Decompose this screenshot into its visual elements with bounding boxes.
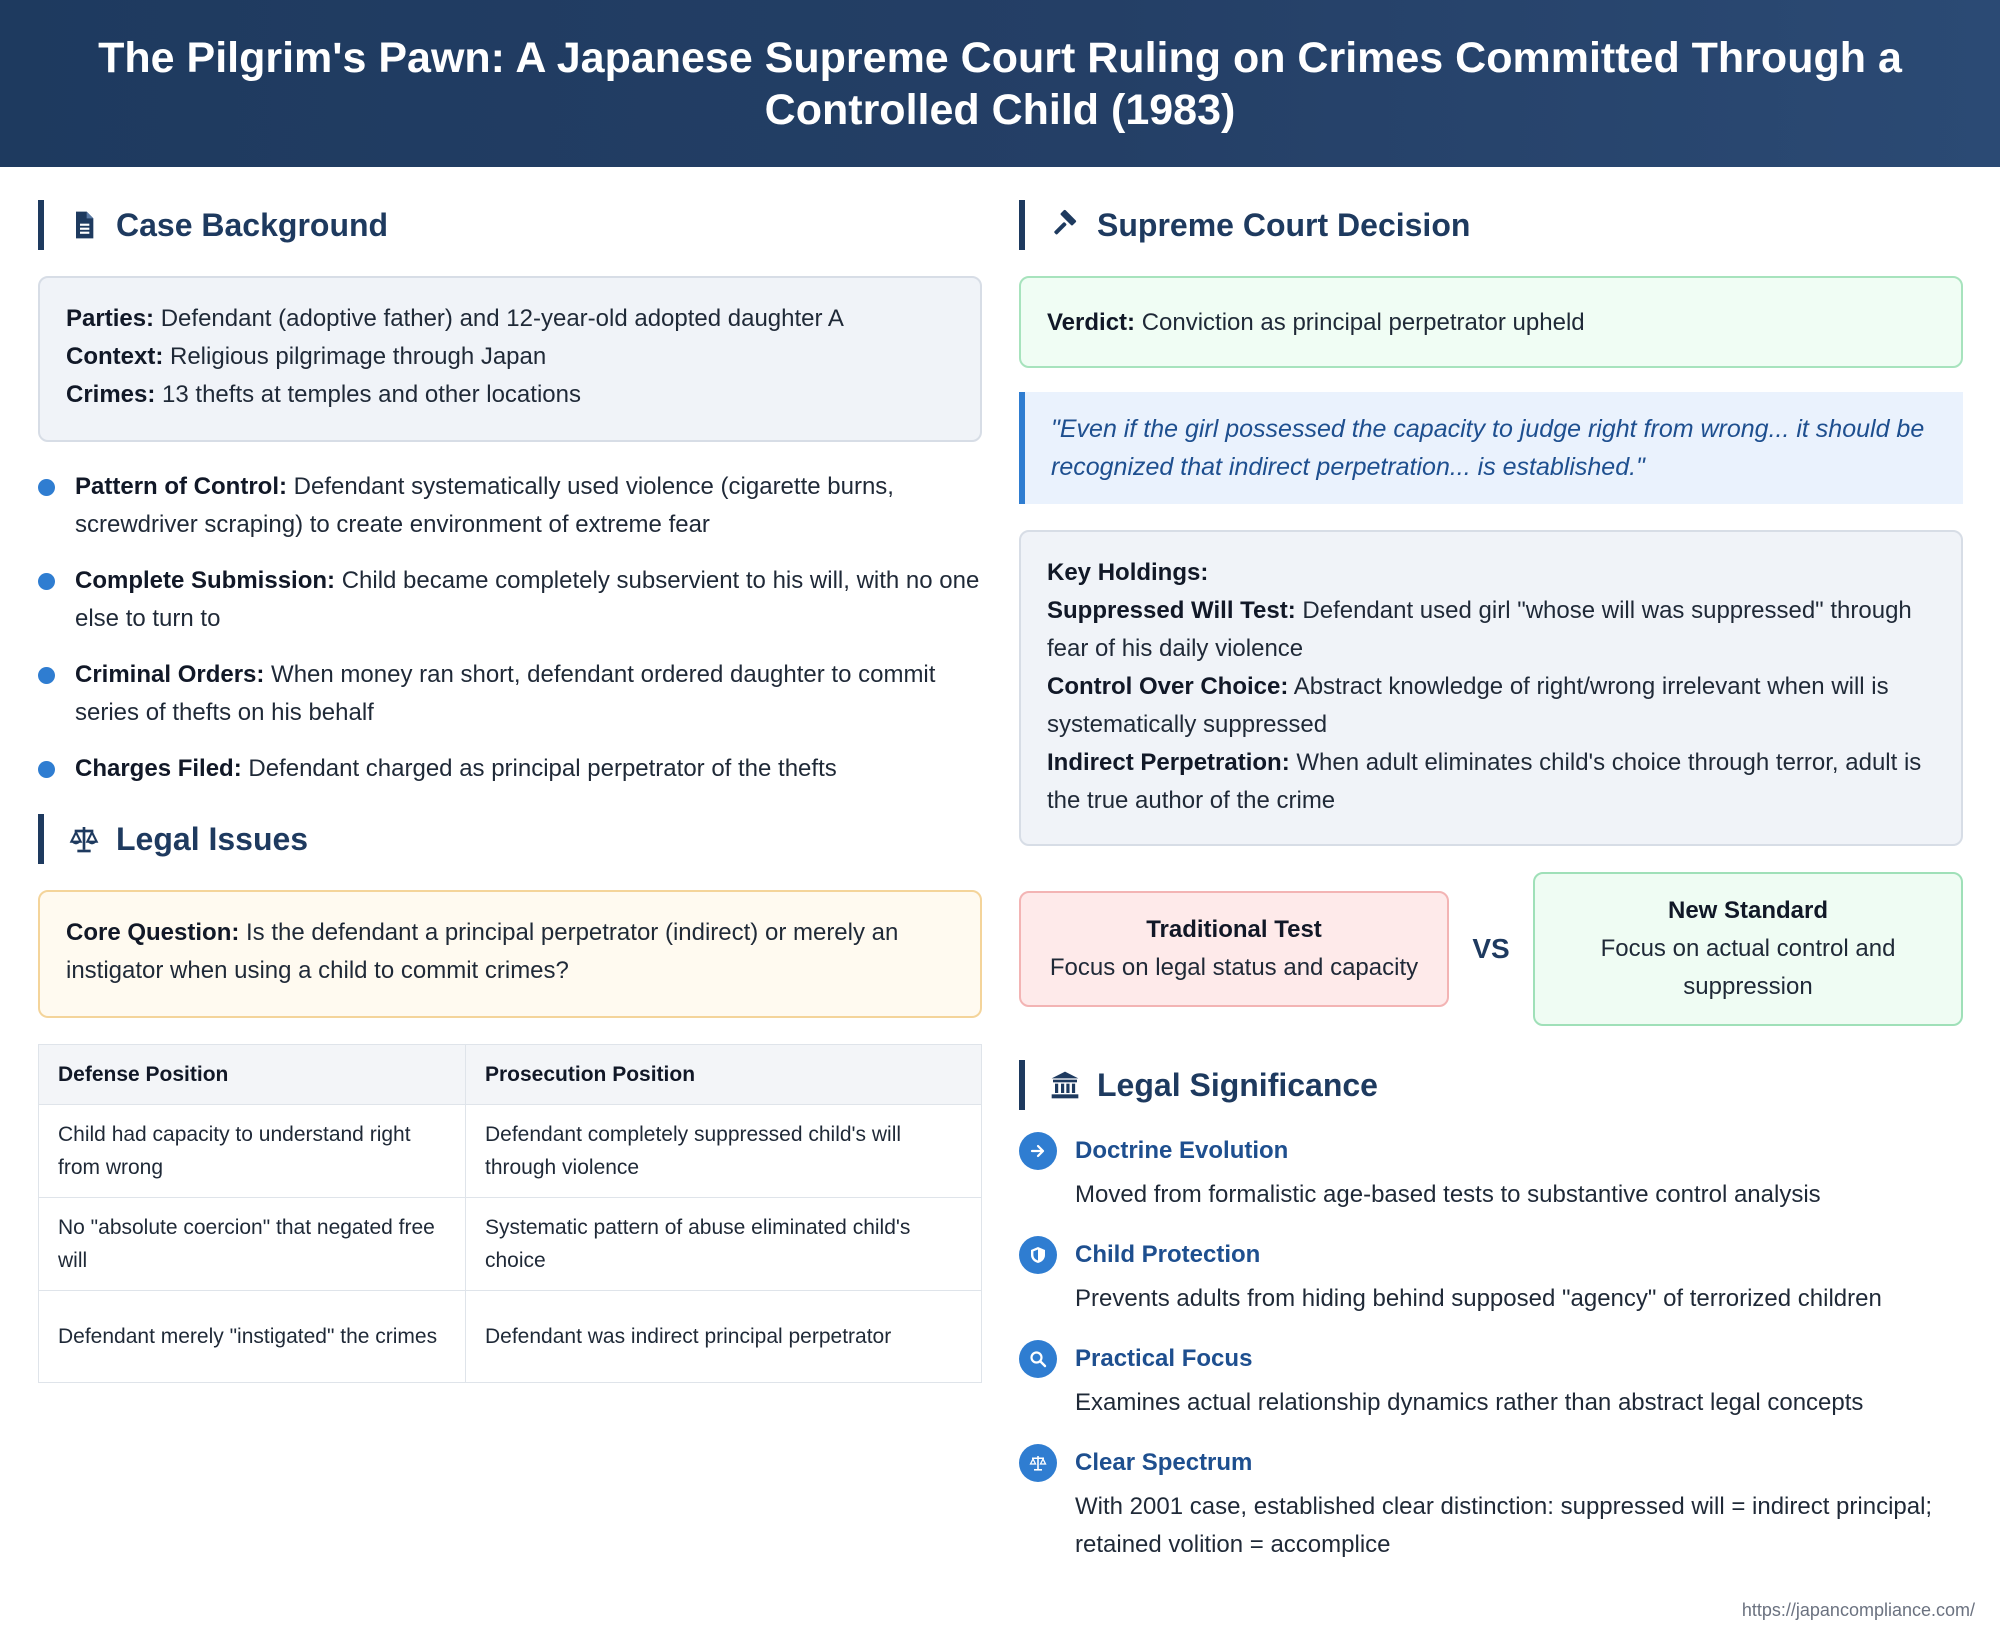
holding-suppressed-will: Suppressed Will Test: Defendant used girl "whose will was suppressed" through fear of his daily violence xyxy=(1047,597,1912,662)
gavel-icon xyxy=(1049,209,1081,241)
fact-crimes: Crimes: 13 thefts at temples and other locations xyxy=(66,381,581,408)
decision-title: Supreme Court Decision xyxy=(1097,206,1471,243)
significance-list xyxy=(1019,1132,1963,1564)
significance-item-text: Prevents adults from hiding behind supposed "agency" of terrorized children xyxy=(1075,1285,1882,1312)
prosecution-column-header: Prosecution Position xyxy=(466,1045,982,1105)
significance-item-text: Examines actual relationship dynamics rather than abstract legal concepts xyxy=(1075,1389,1864,1416)
significance-item-text: Moved from formalistic age-based tests to substantive control analysis xyxy=(1075,1181,1821,1208)
traditional-test-text: Focus on legal status and capacity xyxy=(1049,954,1419,981)
table-row xyxy=(39,1291,982,1383)
legal-issues-title: Legal Issues xyxy=(116,820,309,857)
holding-indirect-perpetration: Indirect Perpetration: When adult eliminates child's choice through terror, adult is the true author of the crime xyxy=(1047,749,1922,814)
court-quote: "Even if the girl possessed the capacity to judge right from wrong... it should be recognized that indirect perpetration... is established." xyxy=(1019,392,1963,504)
list-item: Charges Filed: Defendant charged as principal perpetrator of the thefts xyxy=(38,750,982,788)
list-item: Criminal Orders: When money ran short, defendant ordered daughter to commit series of thefts on his behalf xyxy=(38,656,982,732)
defense-column-header: Defense Position xyxy=(39,1045,466,1105)
list-item xyxy=(1019,1236,1963,1318)
scale-icon xyxy=(68,823,100,855)
decision-heading xyxy=(1019,200,1963,250)
significance-item-text: With 2001 case, established clear distinction: suppressed will = indirect principal; retained volition = accomplice xyxy=(1075,1493,1933,1558)
case-background-title: Case Background xyxy=(116,206,389,243)
traditional-test-box xyxy=(1019,891,1449,1007)
table-cell: Defendant was indirect principal perpetrator xyxy=(466,1291,982,1383)
significance-item-title: Doctrine Evolution xyxy=(1075,1137,1289,1164)
significance-title: Legal Significance xyxy=(1097,1066,1378,1103)
table-row xyxy=(39,1105,982,1198)
holding-control-over-choice: Control Over Choice: Abstract knowledge of right/wrong irrelevant when will is systematically suppressed xyxy=(1047,673,1889,738)
table-cell: No "absolute coercion" that negated free will xyxy=(39,1198,466,1291)
case-facts-box xyxy=(38,276,982,442)
page-header xyxy=(0,0,2000,167)
core-question-label: Core Question: xyxy=(66,919,240,946)
verdict-label: Verdict: xyxy=(1047,309,1136,336)
left-column xyxy=(38,200,982,1383)
table-cell: Child had capacity to understand right from wrong xyxy=(39,1105,466,1198)
source-url: https://japancompliance.com/ xyxy=(1741,1600,1975,1620)
search-icon xyxy=(1019,1340,1057,1378)
table-row xyxy=(39,1198,982,1291)
table-cell: Defendant completely suppressed child's will through violence xyxy=(466,1105,982,1198)
significance-item-title: Clear Spectrum xyxy=(1075,1449,1253,1476)
background-bullet-list xyxy=(38,468,982,788)
legal-issues-heading xyxy=(38,814,982,864)
page-title: The Pilgrim's Pawn: A Japanese Supreme Court Ruling on Crimes Committed Through a Controlled Child (1983) xyxy=(98,33,1902,134)
new-standard-box xyxy=(1533,872,1963,1026)
fact-parties: Parties: Defendant (adoptive father) and 12-year-old adopted daughter A xyxy=(66,305,844,332)
traditional-test-title: Traditional Test xyxy=(1146,916,1322,943)
significance-item-title: Child Protection xyxy=(1075,1241,1261,1268)
list-item xyxy=(1019,1444,1963,1564)
table-cell: Defendant merely "instigated" the crimes xyxy=(39,1291,466,1383)
new-standard-title: New Standard xyxy=(1667,897,1829,924)
key-holdings-title: Key Holdings: xyxy=(1047,559,1209,586)
case-background-heading xyxy=(38,200,982,250)
list-item: Pattern of Control: Defendant systematically used violence (cigarette burns, screwdriver scraping) to create environment of extreme fear xyxy=(38,468,982,544)
significance-item-title: Practical Focus xyxy=(1075,1345,1253,1372)
courthouse-icon xyxy=(1049,1069,1081,1101)
test-comparison xyxy=(1019,872,1963,1026)
list-item: Complete Submission: Child became completely subservient to his will, with no one else to turn to xyxy=(38,562,982,638)
verdict-text: Conviction as principal perpetrator upheld xyxy=(1135,309,1585,336)
list-item xyxy=(1019,1132,1963,1214)
right-column xyxy=(1019,200,1963,1586)
table-cell: Systematic pattern of abuse eliminated child's choice xyxy=(466,1198,982,1291)
new-standard-text: Focus on actual control and suppression xyxy=(1600,935,1896,1000)
positions-table xyxy=(38,1044,982,1383)
verdict-box xyxy=(1019,276,1963,368)
significance-heading xyxy=(1019,1060,1963,1110)
core-question-text: Is the defendant a principal perpetrator (indirect) or merely an instigator when using a child to commit crimes? xyxy=(66,919,899,984)
list-item xyxy=(1019,1340,1963,1422)
fact-context: Context: Religious pilgrimage through Japan xyxy=(66,343,547,370)
document-icon xyxy=(68,209,100,241)
scale-icon xyxy=(1019,1444,1057,1482)
table-header-row xyxy=(39,1045,982,1105)
shield-icon xyxy=(1019,1236,1057,1274)
core-question-box xyxy=(38,890,982,1018)
versus-label: VS xyxy=(1472,933,1510,964)
arrow-right-icon xyxy=(1019,1132,1057,1170)
key-holdings-box xyxy=(1019,530,1963,846)
